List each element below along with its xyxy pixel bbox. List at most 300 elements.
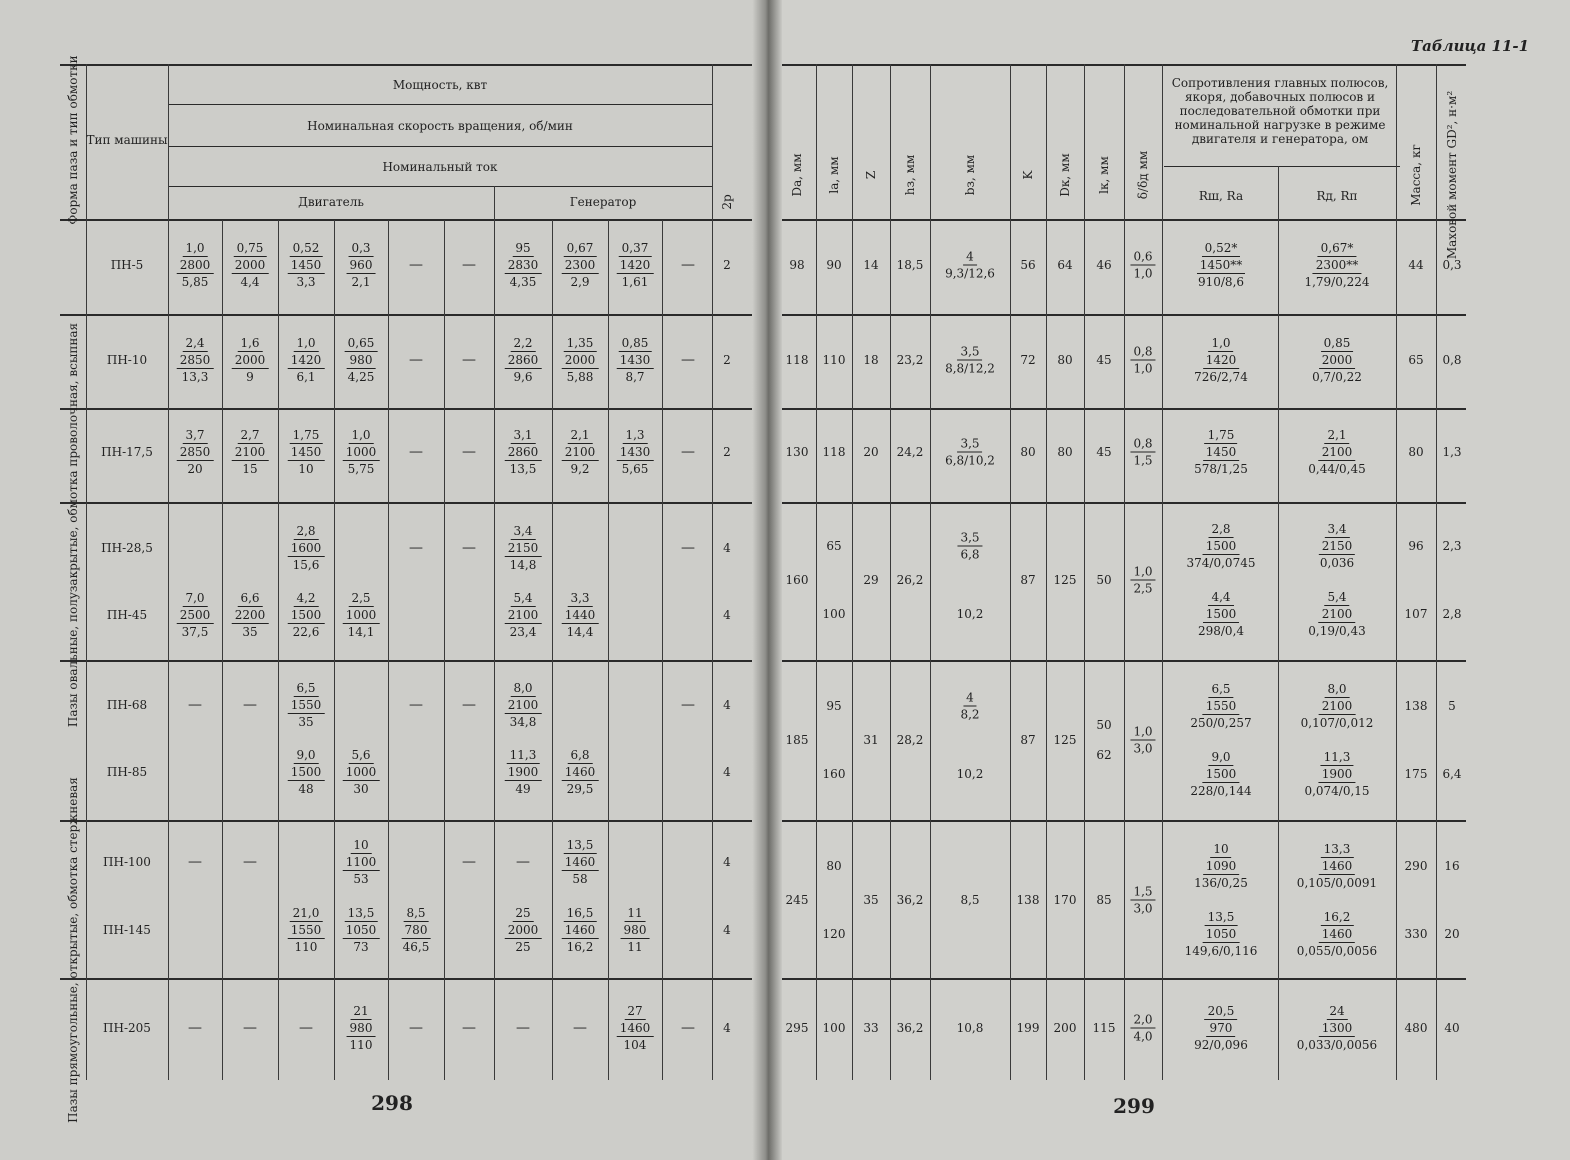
cell-value: 100 (822, 607, 846, 621)
fraction-part: 5,75 (347, 462, 375, 476)
fraction-cell (957, 690, 982, 723)
fraction-part: 95 (512, 240, 533, 257)
fraction-cell (177, 427, 214, 477)
cell-value: 1,3 (1442, 445, 1462, 459)
cell-value: 80 (826, 859, 842, 873)
fraction-part: 35 (298, 715, 314, 729)
table-rule (168, 186, 712, 187)
cell-value: 50 (1096, 717, 1112, 732)
fraction-part: 0,67* (1318, 240, 1357, 257)
fraction-part: 2100 (1319, 698, 1356, 715)
fraction-part: 30 (353, 782, 369, 796)
dash-cell: — (462, 444, 476, 460)
fraction-cell (505, 335, 542, 385)
machine-type: ПН-68 (106, 698, 148, 712)
table-rule (1278, 166, 1279, 1080)
fraction-cell (343, 837, 380, 887)
group-label-oval: Пазы овальные, полузакрытые, обмотка проволочная, всыпная (66, 322, 80, 728)
fraction-part: 37,5 (181, 625, 209, 639)
resistance-header: Сопротивления главных полюсов, якоря, добавочных полюсов и последовательной обмотки при номинальной нагрузке в режиме двигателя и генератора, ом (1171, 76, 1389, 146)
table-rule (168, 64, 169, 1080)
fraction-part: 1450 (1203, 444, 1240, 461)
header-Dk: Dк, мм (1058, 153, 1072, 197)
fraction-part: 2,8 (293, 523, 318, 540)
fraction-part: 1900 (505, 764, 542, 781)
fraction-part: 1460 (562, 922, 599, 939)
fraction-part: 11 (627, 940, 643, 954)
motor-header: Двигатель (298, 195, 364, 209)
table-rule (168, 146, 712, 147)
cell-value: 23,2 (896, 353, 924, 367)
table-rule (770, 64, 1466, 66)
dash-cell: — (462, 854, 476, 870)
table-rule (608, 220, 609, 1080)
fraction-part: 3,5 (957, 436, 982, 453)
fraction-part: 2850 (177, 352, 214, 369)
fraction-part: 13,5 (345, 905, 378, 922)
fraction-part: 46,5 (402, 940, 430, 954)
table-rule (60, 660, 762, 662)
dash-cell: — (462, 697, 476, 713)
fraction-part: 6,1 (296, 370, 316, 384)
fraction-cell (562, 905, 599, 955)
dash-cell: — (243, 697, 257, 713)
table-rule (60, 219, 762, 221)
cell-value: 6,4 (1442, 767, 1462, 781)
table-rule (1010, 64, 1011, 1080)
fraction-part: 3,3 (296, 275, 316, 289)
fraction-part: 4,4 (1208, 589, 1233, 606)
fraction-cell (562, 837, 599, 887)
fraction-cell (1130, 249, 1155, 282)
fraction-part: 2800 (177, 257, 214, 274)
fraction-part: 2860 (505, 444, 542, 461)
cell-value: 330 (1404, 927, 1428, 941)
fraction-cell (288, 240, 325, 290)
fraction-part: 1450 (288, 257, 325, 274)
machine-type: ПН-5 (110, 258, 144, 272)
fraction-part: 6,8/10,2 (945, 453, 995, 468)
fraction-cell (1182, 909, 1261, 959)
header-rsh-ra: Rш, Ra (1198, 189, 1244, 203)
table-rule (770, 978, 1466, 980)
fraction-part: 1,0 (1130, 724, 1155, 741)
fraction-part: 4,0 (1133, 1029, 1153, 1044)
dash-cell: — (409, 697, 423, 713)
fraction-part: 0,105/0,0091 (1296, 876, 1378, 890)
fraction-part: 0,033/0,0056 (1296, 1038, 1378, 1052)
fraction-part: 3,0 (1133, 741, 1153, 756)
table-rule (712, 64, 713, 1080)
fraction-cell (1305, 427, 1368, 477)
fraction-cell (1294, 909, 1380, 959)
cell-value: 44 (1408, 258, 1424, 272)
dash-cell: — (681, 257, 695, 273)
fraction-cell (288, 905, 325, 955)
cell-value: 85 (1096, 893, 1112, 907)
table-rule (1396, 64, 1397, 1080)
cell-value: 62 (1096, 748, 1112, 763)
fraction-cell (343, 747, 380, 797)
table-rule (770, 219, 1466, 221)
cell-value: 98 (789, 258, 805, 272)
fraction-part: 136/0,25 (1194, 876, 1248, 890)
table-rule (770, 660, 1466, 662)
cell-value: 80 (1057, 353, 1073, 367)
fraction-part: 1460 (562, 764, 599, 781)
cell-value: 115 (1092, 1021, 1116, 1035)
fraction-part: 2,5 (348, 590, 373, 607)
header-bz: bз, мм (963, 154, 977, 196)
fraction-cell (177, 240, 214, 290)
header-Da: Dа, мм (790, 153, 804, 197)
fraction-part: 3,3 (567, 590, 592, 607)
fraction-part: 23,4 (509, 625, 537, 639)
fraction-cell (505, 905, 542, 955)
table-rule (494, 220, 495, 1080)
fraction-part: 980 (621, 922, 650, 939)
fraction-part: 2860 (505, 352, 542, 369)
fraction-part: 2850 (177, 444, 214, 461)
header-hz: hз, мм (903, 154, 917, 196)
header-rd-rp: Rд, Rп (1316, 189, 1358, 203)
fraction-part: 2,5 (1133, 581, 1153, 596)
fraction-part: 4 (963, 690, 977, 707)
fraction-part: 4,2 (293, 590, 318, 607)
fraction-cell (942, 344, 998, 377)
fraction-part: 5,85 (181, 275, 209, 289)
cell-value: 185 (785, 733, 809, 747)
cell-value: 0,3 (1442, 258, 1462, 272)
cell-value: 36,2 (896, 893, 924, 907)
cell-value: 87 (1020, 573, 1036, 587)
speed-header: Номинальная скорость вращения, об/мин (307, 119, 573, 133)
fraction-part: 24 (1326, 1003, 1347, 1020)
fraction-part: 104 (623, 1038, 647, 1052)
table-rule (60, 64, 762, 66)
fraction-cell (1294, 1003, 1380, 1053)
fraction-part: 1550 (288, 697, 325, 714)
fraction-part: 13,5 (509, 462, 537, 476)
table-rule (816, 64, 817, 1080)
cell-value: 125 (1053, 573, 1077, 587)
fraction-part: 726/2,74 (1194, 370, 1248, 384)
fraction-part: 9,0 (1208, 749, 1233, 766)
fraction-part: 1500 (288, 607, 325, 624)
fraction-part: 970 (1207, 1020, 1236, 1037)
cell-value: 245 (785, 893, 809, 907)
fraction-part: 0,074/0,15 (1304, 784, 1370, 798)
table-rule (334, 220, 335, 1080)
fraction-cell (177, 335, 214, 385)
cell-value: 50 (1096, 573, 1112, 587)
fraction-part: 2000 (232, 352, 269, 369)
fraction-part: 7,0 (182, 590, 207, 607)
fraction-part: 0,8 (1130, 344, 1155, 361)
fraction-part: 2100 (1319, 606, 1356, 623)
fraction-cell (343, 905, 380, 955)
fraction-part: 2100 (505, 607, 542, 624)
fraction-cell (345, 335, 378, 385)
cell-value: 35 (863, 893, 879, 907)
fraction-part: 29,5 (566, 782, 594, 796)
cell-value: 160 (822, 767, 846, 781)
table-rule (552, 220, 553, 1080)
fraction-cell (562, 427, 599, 477)
fraction-part: 2,4 (182, 335, 207, 352)
dash-cell: — (462, 257, 476, 273)
header-Z: Z (864, 170, 878, 180)
fraction-cell (1184, 521, 1259, 571)
fraction-part: 1420 (1203, 352, 1240, 369)
fraction-cell (1309, 335, 1365, 385)
fraction-part: 11 (624, 905, 645, 922)
fraction-part: 8,5 (403, 905, 428, 922)
cell-value: 95 (826, 699, 842, 713)
dash-cell: — (409, 444, 423, 460)
fraction-part: 11,3 (1321, 749, 1354, 766)
fraction-part: 2830 (505, 257, 542, 274)
fraction-cell (288, 590, 325, 640)
fraction-part: 16,5 (564, 905, 597, 922)
fraction-cell (343, 427, 380, 477)
cell-value: 110 (822, 353, 846, 367)
fraction-part: 6,8 (567, 747, 592, 764)
header-lk: lк, мм (1097, 156, 1111, 194)
fraction-part: 35 (242, 625, 258, 639)
fraction-part: 22,6 (292, 625, 320, 639)
fraction-part: 1000 (343, 764, 380, 781)
dash-cell: — (573, 1020, 587, 1036)
cell-value: 2,3 (1442, 539, 1462, 553)
cell-value: 2,8 (1442, 607, 1462, 621)
fraction-cell (562, 335, 599, 385)
fraction-part: 9,0 (293, 747, 318, 764)
fraction-part: 1450 (288, 444, 325, 461)
fraction-part: 5,4 (1324, 589, 1349, 606)
cell-value: 138 (1016, 893, 1040, 907)
fraction-cell (1187, 749, 1254, 799)
fraction-part: 1,5 (1130, 884, 1155, 901)
cell-value: 56 (1020, 258, 1036, 272)
fraction-cell (1187, 681, 1254, 731)
fraction-part: 0,67 (564, 240, 597, 257)
fraction-cell (347, 1003, 376, 1053)
fraction-part: 13,5 (1205, 909, 1238, 926)
fraction-cell (1130, 724, 1155, 757)
table-title: Таблица 11-1 (1410, 37, 1530, 55)
fraction-part: 1,0 (1208, 335, 1233, 352)
fraction-cell (1317, 521, 1357, 571)
fraction-part: 5,65 (621, 462, 649, 476)
machine-type: ПН-205 (103, 1021, 151, 1035)
fraction-part: 1000 (343, 607, 380, 624)
cell-value: 160 (785, 573, 809, 587)
machine-type: ПН-10 (106, 353, 148, 367)
fraction-cell (1130, 344, 1155, 377)
cell-value: 10,2 (956, 767, 984, 781)
fraction-part: 980 (347, 352, 376, 369)
fraction-cell (505, 747, 542, 797)
fraction-part: 1600 (288, 540, 325, 557)
machine-type: ПН-28,5 (101, 541, 153, 555)
fraction-part: 3,4 (510, 523, 535, 540)
dash-cell: — (516, 1020, 530, 1036)
cell-value: 100 (822, 1021, 846, 1035)
table-rule (1124, 64, 1125, 1080)
fraction-part: 4 (963, 249, 977, 266)
fraction-cell (1130, 1012, 1155, 1045)
dash-cell: — (188, 1020, 202, 1036)
fraction-part: 9,3/12,6 (945, 266, 995, 281)
fraction-part: 5,4 (510, 590, 535, 607)
dash-cell: — (516, 854, 530, 870)
cell-value: 24,2 (896, 445, 924, 459)
dash-cell: — (462, 1020, 476, 1036)
fraction-cell (1301, 749, 1372, 799)
table-rule (494, 186, 495, 220)
cell-value: 80 (1020, 445, 1036, 459)
fraction-part: 1460 (1319, 926, 1356, 943)
fraction-part: 13,3 (1321, 841, 1354, 858)
fraction-part: 6,5 (293, 680, 318, 697)
cell-value: 18 (863, 353, 879, 367)
machine-type: ПН-45 (106, 608, 148, 622)
fraction-part: 13,5 (564, 837, 597, 854)
fraction-part: 14,4 (566, 625, 594, 639)
dash-cell: — (409, 257, 423, 273)
cell-value: 199 (1016, 1021, 1040, 1035)
fraction-cell (288, 523, 325, 573)
fraction-part: 1,0 (1133, 266, 1153, 281)
fraction-part: 8,2 (960, 707, 980, 722)
fraction-part: 8,0 (1324, 681, 1349, 698)
cell-value: 20 (1444, 927, 1460, 941)
fraction-part: 0,055/0,0056 (1296, 944, 1378, 958)
cell-value: 45 (1096, 445, 1112, 459)
fraction-part: 20,5 (1205, 1003, 1238, 1020)
cell-value: 90 (826, 258, 842, 272)
cell-value: 40 (1444, 1021, 1460, 1035)
machine-type: ПН-100 (103, 855, 151, 869)
fraction-cell (1130, 564, 1155, 597)
fraction-part: 5,88 (566, 370, 594, 384)
fraction-part: 92/0,096 (1194, 1038, 1248, 1052)
poles-header: 2p (720, 194, 734, 210)
fraction-part: 1050 (343, 922, 380, 939)
fraction-part: 1460 (617, 1020, 654, 1037)
fraction-cell (400, 905, 433, 955)
table-rule (852, 64, 853, 1080)
cell-value: 480 (1404, 1021, 1428, 1035)
fraction-part: 1,6 (237, 335, 262, 352)
current-header: Номинальный ток (382, 160, 498, 174)
poles-value: 2 (723, 258, 731, 272)
book-spine (752, 0, 782, 1160)
table-rule (770, 314, 1466, 316)
fraction-part: 48 (298, 782, 314, 796)
fraction-part: 1,3 (622, 427, 647, 444)
fraction-cell (505, 523, 542, 573)
fraction-part: 0,036 (1319, 556, 1355, 570)
fraction-part: 2,8 (1208, 521, 1233, 538)
fraction-part: 1500 (1203, 538, 1240, 555)
fraction-part: 2150 (1319, 538, 1356, 555)
cell-value: 200 (1053, 1021, 1077, 1035)
fraction-part: 10 (298, 462, 314, 476)
header-K: K (1021, 170, 1035, 180)
table-rule (60, 820, 762, 822)
fraction-part: 2150 (505, 540, 542, 557)
fraction-part: 0,52 (290, 240, 323, 257)
table-rule (168, 104, 712, 105)
fraction-part: 780 (402, 922, 431, 939)
cell-value: 64 (1057, 258, 1073, 272)
fraction-cell (505, 240, 542, 290)
generator-header: Генератор (569, 195, 637, 209)
fraction-cell (505, 427, 542, 477)
table-rule (60, 978, 762, 980)
cell-value: 10,2 (956, 607, 984, 621)
fraction-part: 1,35 (564, 335, 597, 352)
power-header: Мощность, квт (392, 78, 488, 92)
table-rule (770, 502, 1466, 504)
fraction-cell (957, 530, 982, 563)
fraction-part: 1,0 (293, 335, 318, 352)
fraction-part: 2100 (232, 444, 269, 461)
cell-value: 80 (1057, 445, 1073, 459)
fraction-part: 0,107/0,012 (1300, 716, 1374, 730)
fraction-part: 11,3 (507, 747, 540, 764)
fraction-part: 4,25 (347, 370, 375, 384)
form-header: Форма паза и тип обмотки (66, 55, 80, 225)
fraction-part: 6,6 (237, 590, 262, 607)
fraction-part: 250/0,257 (1190, 716, 1252, 730)
fraction-part: 6,8 (960, 547, 980, 562)
fraction-part: 1500 (1203, 766, 1240, 783)
table-rule (1436, 64, 1437, 1080)
fraction-part: 49 (515, 782, 531, 796)
fraction-part: 4,35 (509, 275, 537, 289)
fraction-part: 1500 (288, 764, 325, 781)
dash-cell: — (462, 352, 476, 368)
fraction-part: 73 (353, 940, 369, 954)
fraction-part: 53 (353, 872, 369, 886)
fraction-cell (1191, 841, 1251, 891)
fraction-part: 1050 (1203, 926, 1240, 943)
dash-cell: — (681, 697, 695, 713)
fraction-cell (1301, 240, 1372, 290)
fraction-cell (617, 335, 654, 385)
cell-value: 65 (1408, 353, 1424, 367)
dash-cell: — (243, 854, 257, 870)
fraction-part: 2100 (1319, 444, 1356, 461)
cell-value: 130 (785, 445, 809, 459)
table-rule (60, 502, 762, 504)
group-label-rect: Пазы прямоугольные, открытые, обмотка стержневая (66, 777, 80, 1123)
cell-value: 290 (1404, 859, 1428, 873)
fraction-part: 16,2 (1321, 909, 1354, 926)
fraction-part: 1300 (1319, 1020, 1356, 1037)
dash-cell: — (409, 1020, 423, 1036)
table-rule (86, 64, 87, 1080)
cell-value: 16 (1444, 859, 1460, 873)
fraction-cell (288, 335, 325, 385)
fraction-cell (942, 436, 998, 469)
table-rule (388, 220, 389, 1080)
fraction-part: 0,85 (1321, 335, 1354, 352)
fraction-part: 1100 (343, 854, 380, 871)
